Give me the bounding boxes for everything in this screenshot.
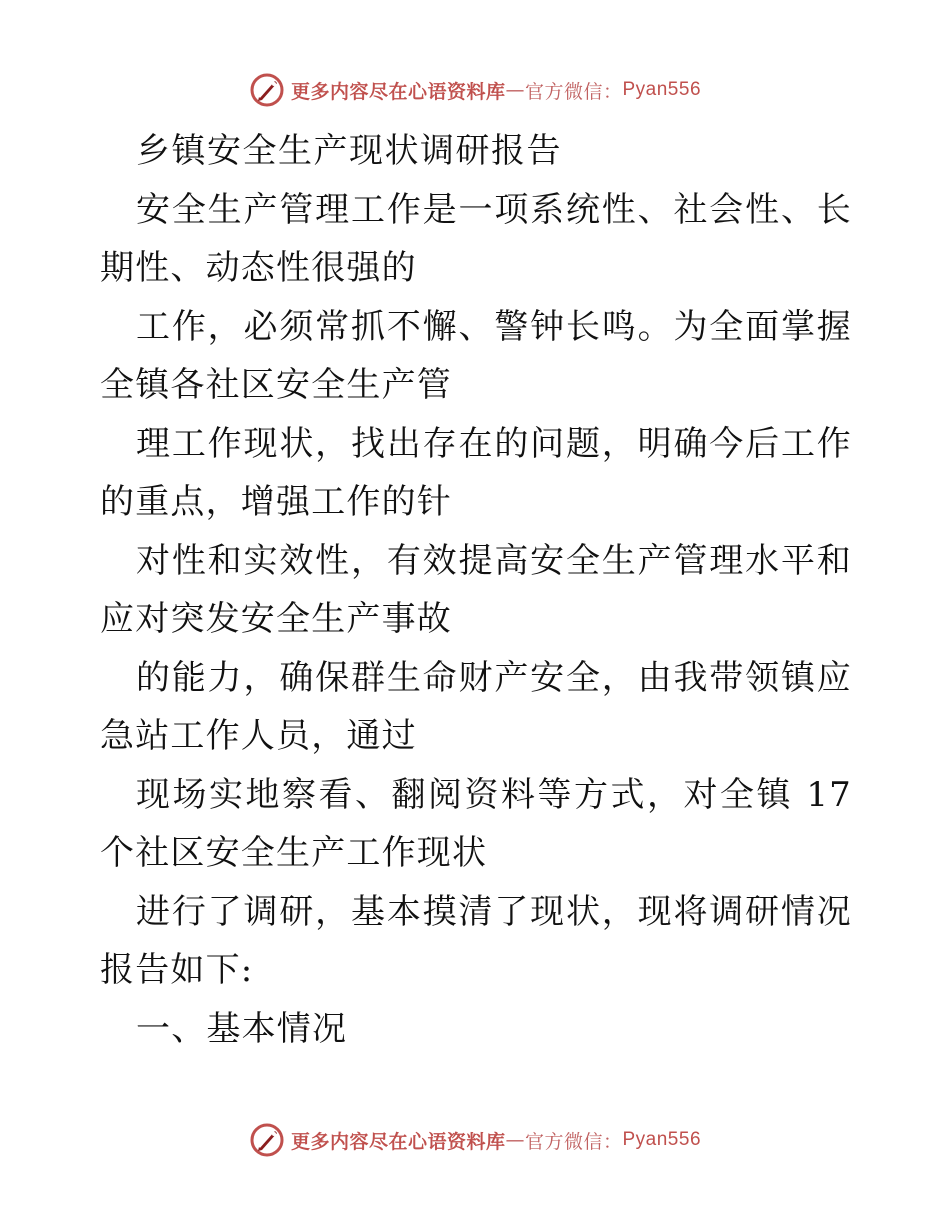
- paragraph: 进行了调研，基本摸清了现状，现将调研情况报告如下:: [100, 891, 852, 990]
- banner-wechat-label: 官方微信：: [524, 1130, 623, 1153]
- paragraph: 现场实地察看、翻阅资料等方式，对全镇 17 个社区安全生产工作现状: [100, 774, 852, 873]
- paragraph: 工作，必须常抓不懈、警钟长鸣。为全面掌握全镇各社区安全生产管: [100, 306, 852, 405]
- paragraph: 安全生产管理工作是一项系统性、社会性、长期性、动态性很强的: [100, 189, 852, 288]
- banner-main-text: 更多内容尽在心语资料库: [290, 80, 506, 103]
- banner-wechat-id: Pyan556: [622, 1129, 702, 1150]
- quill-logo-icon: [249, 1122, 285, 1158]
- banner-separator: —: [505, 1129, 525, 1151]
- section-heading: 一、基本情况: [136, 1008, 348, 1049]
- document-body: [100, 122, 852, 1058]
- banner-separator: —: [505, 79, 525, 101]
- document-title: 乡镇安全生产现状调研报告: [136, 131, 562, 171]
- paragraph: 对性和实效性，有效提高安全生产管理水平和应对突发安全生产事故: [100, 540, 852, 639]
- banner-main-text: 更多内容尽在心语资料库: [290, 1130, 506, 1153]
- header-watermark-banner: [0, 70, 950, 110]
- footer-watermark-banner: [0, 1120, 950, 1160]
- banner-wechat-label: 官方微信：: [524, 80, 623, 103]
- quill-logo-icon: [249, 72, 285, 108]
- paragraph: 理工作现状，找出存在的问题，明确今后工作的重点，增强工作的针: [100, 423, 852, 522]
- banner-wechat-id: Pyan556: [622, 79, 702, 100]
- paragraph: 的能力，确保群生命财产安全，由我带领镇应急站工作人员，通过: [100, 657, 852, 756]
